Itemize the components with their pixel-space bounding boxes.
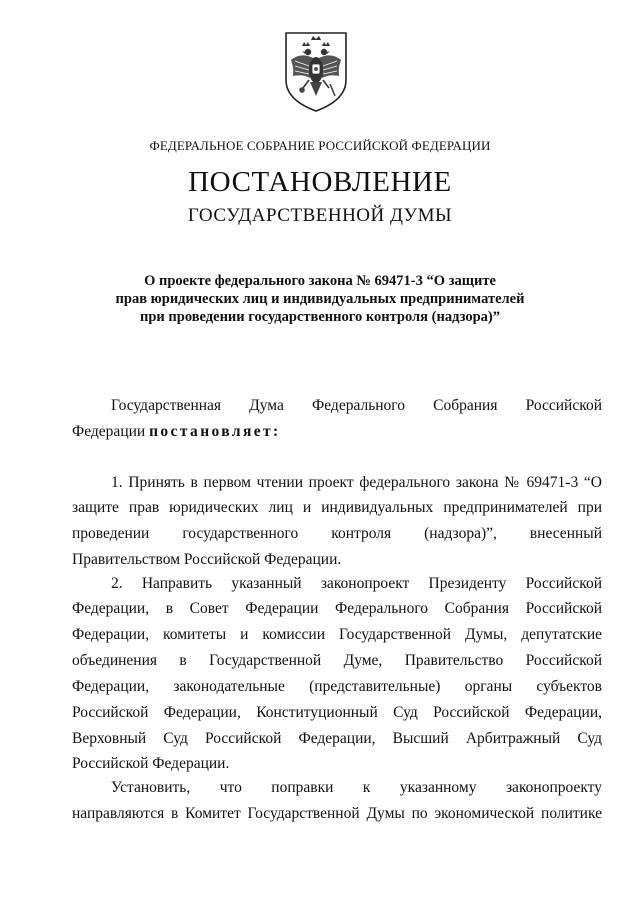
paragraph-2-line: Федерации, комитеты и комиссии Государственной Думы, депутатские (72, 626, 602, 643)
document-issuer: ГОСУДАРСТВЕННОЙ ДУМЫ (187, 205, 453, 226)
document-subject (0, 272, 640, 326)
preamble-text: Федерации (72, 423, 150, 440)
document-type: ПОСТАНОВЛЕНИЕ (188, 166, 452, 198)
coat-of-arms-icon (283, 30, 349, 114)
paragraph-2-line: Федерации, законодательные (представительные) органы субъектов (72, 678, 602, 695)
paragraph-2-line: Федерации, в Совет Федерации Федерального Собрания Российской (72, 600, 602, 617)
paragraph-2-line: 2. Направить указанный законопроект Президенту Российской (111, 575, 602, 592)
paragraph-1-line: 1. Принять в первом чтении проект федерального закона № 69471-3 “О (111, 474, 602, 491)
subject-line: при проведении государственного контроля (надзора)” (140, 309, 500, 325)
paragraph-1-line: проведении государственного контроля (надзора)”, внесенный (72, 525, 602, 542)
subject-line: прав юридических лиц и индивидуальных предпринимателей (115, 291, 525, 307)
preamble-line: Государственная Дума Федерального Собрания Российской (111, 397, 602, 414)
paragraph-2-line: Российской Федерации. (72, 755, 230, 772)
paragraph-2-line: Российской Федерации, Конституционный Суд Российской Федерации, (72, 704, 602, 721)
preamble-line (72, 422, 602, 442)
paragraph-3-line: Установить, что поправки к указанному законопроекту (111, 779, 602, 796)
paragraph-2-line: объединения в Государственной Думе, Правительство Российской (72, 652, 602, 669)
assembly-name: ФЕДЕРАЛЬНОЕ СОБРАНИЕ РОССИЙСКОЙ ФЕДЕРАЦИИ (149, 138, 491, 153)
paragraph-1-line: Правительством Российской Федерации. (72, 551, 342, 568)
paragraph-1-line: защите прав юридических лиц и индивидуальных предпринимателей при (72, 499, 602, 516)
resolves-word: постановляет: (149, 423, 281, 440)
paragraph-2-line: Верховный Суд Российской Федерации, Высший Арбитражный Суд (72, 730, 602, 747)
subject-line: О проекте федерального закона № 69471-3 “О защите (144, 273, 496, 289)
paragraph-3-line: направляются в Комитет Государственной Думы по экономической политике (72, 805, 602, 822)
